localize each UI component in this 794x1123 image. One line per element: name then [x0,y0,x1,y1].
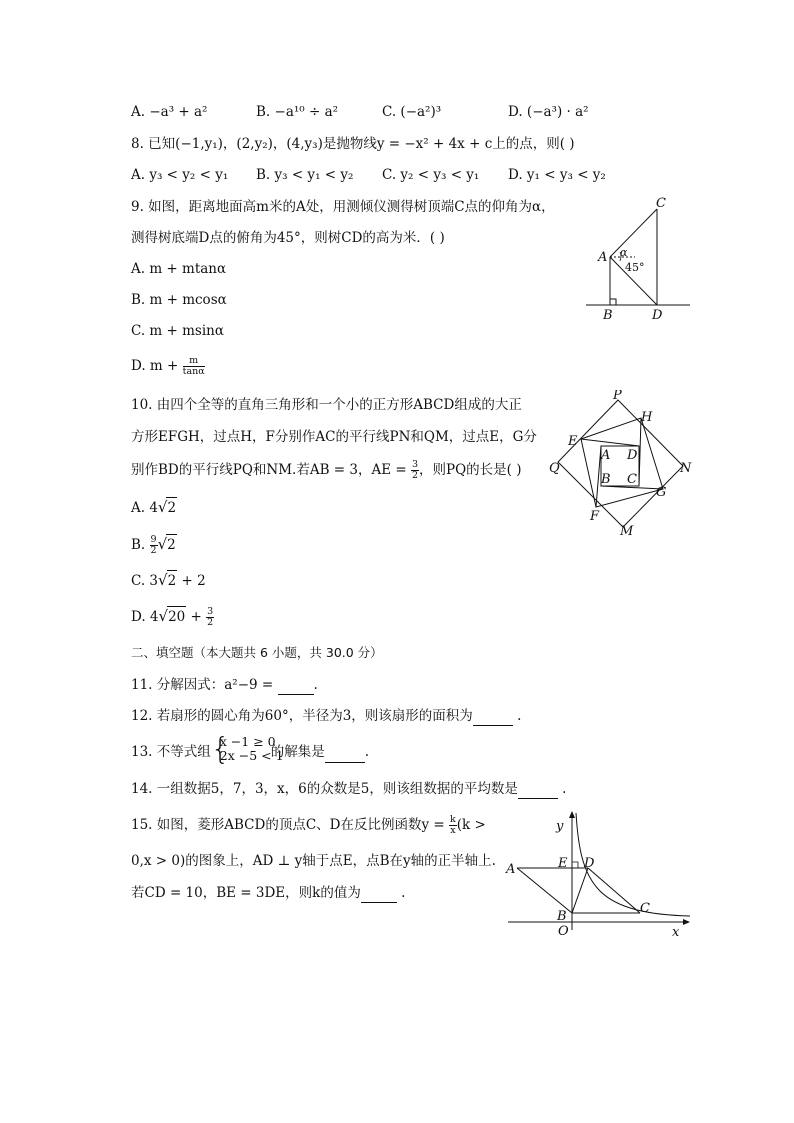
q10-label-e: E [568,434,578,449]
q12: 12. 若扇形的圆心角为60°，半径为3，则该扇形的面积为 . [131,708,522,724]
q9-option-d-fraction: $\frac{m}{\tan\alpha}$ [182,355,205,377]
q10-label-g: G [656,485,667,500]
q10-label-b: B [601,472,611,487]
q10-label-m: M [620,524,634,539]
q7-option-c: C. (−a²)³ [382,104,442,120]
section2-heading: 二、填空题（本大题共 6 小题，共 30.0 分） [131,645,383,660]
q10-label-f: F [590,509,600,524]
q13-answer-blank[interactable] [325,748,365,763]
q9-stem-line2: 测得树底端D点的俯角为45°，则树CD的高为米．( ) [131,230,445,246]
q10-option-c: C. 3√2 + 2 [131,571,206,589]
q9-option-c: C. m + msinα [131,323,224,339]
q15-figure [500,805,700,940]
q8-stem: 8. 已知(−1,y₁)，(2,y₂)，(4,y₃)是抛物线y = −x² + 4x + c上的点，则( ) [131,136,575,152]
q9-stem-line1: 9. 如图，距离地面高m米的A处，用测倾仪测得树顶端C点的仰角为α， [131,199,555,215]
q12-answer-blank[interactable] [473,711,513,726]
q7-option-d: D. (−a³) · a² [508,104,589,120]
q7-option-b: B. −a¹⁰ ÷ a² [256,104,339,120]
q15-label-b: B [557,909,567,924]
q15-stem-line3: 若CD = 10，BE = 3DE，则k的值为 . [131,885,406,901]
q15-stem-line1: 15. 如图，菱形ABCD的顶点C、D在反比例函数y = $\frac{k}{x}$ (k > [131,814,486,836]
q11: 11. 分解因式：a²−9 = . [131,677,318,693]
q10-ae-fraction: $\frac{3}{2}$ [411,459,419,481]
q13: 13. 不等式组 { x −1 ≥ 0 2x −5 < 1 的解集是 . [131,731,370,767]
q10-stem-line2: 方形EFGH，过点H，F分别作AC的平行线PN和QM，过点E，G分 [131,429,537,445]
q8-option-d: D. y₁ < y₃ < y₂ [508,167,606,183]
q10-label-a: A [601,448,611,463]
q10-option-b: B. $\frac{9}{2}$ √2 [131,534,176,556]
q15-label-x: x [672,925,680,940]
q10-label-q: Q [549,461,560,476]
q15-label-a: A [506,862,516,877]
q14-answer-blank[interactable] [518,784,558,799]
q10-label-h: H [641,410,653,425]
q15-label-e: E [558,856,568,871]
q15-label-d: D [584,856,595,871]
q9-label-45: 45° [625,261,645,274]
q10-stem-line3-pre: 别作BD的平行线PQ和NM.若AB = 3，AE = [131,462,411,478]
q10-option-a: A. 4√2 [131,498,177,516]
q10-label-p: P [613,390,622,403]
q15-label-c: C [640,901,650,916]
q9-option-b: B. m + mcosα [131,292,227,308]
q8-option-c: C. y₂ < y₃ < y₁ [382,167,480,183]
q10-label-c: C [627,472,637,487]
q10-figure [545,390,700,540]
q14: 14. 一组数据5，7，3，x，6的众数是5，则该组数据的平均数是 . [131,781,567,797]
q9-option-d [131,356,205,377]
q9-label-d: D [652,308,663,323]
q9-label-c: C [656,196,666,211]
q13-inequality-2: 2x −5 < 1 [219,747,284,763]
q9-label-alpha: α [620,246,628,259]
q10-stem-line3 [131,460,522,481]
q8-option-b: B. y₃ < y₁ < y₂ [256,167,354,183]
q9-label-b: B [603,308,613,323]
q9-option-d-prefix: D. m + [131,358,183,374]
q15-stem-line2: 0,x > 0)的图象上，AD ⊥ y轴于点E，点B在y轴的正半轴上. [131,853,496,869]
q15-label-y: y [556,819,564,834]
q15-answer-blank[interactable] [361,888,397,903]
q11-answer-blank[interactable] [278,680,314,695]
q10-label-d: D [627,448,638,463]
q9-label-a: A [598,250,608,265]
q10-stem-line1: 10. 由四个全等的直角三角形和一个小的正方形ABCD组成的大正 [131,397,522,413]
q7-option-a: A. −a³ + a² [131,104,208,120]
q9-option-a: A. m + mtanα [131,261,227,277]
q9-figure [580,195,695,325]
q10-option-d: D. 4√20 + $\frac{3}{2}$ [131,606,214,628]
q10-label-n: N [680,461,692,476]
q13-inequality-1: x −1 ≥ 0 [219,733,276,749]
q8-option-a: A. y₃ < y₂ < y₁ [131,167,229,183]
q10-stem-line3-post: ，则PQ的长是( ) [419,462,522,478]
q15-label-o: O [558,924,569,939]
